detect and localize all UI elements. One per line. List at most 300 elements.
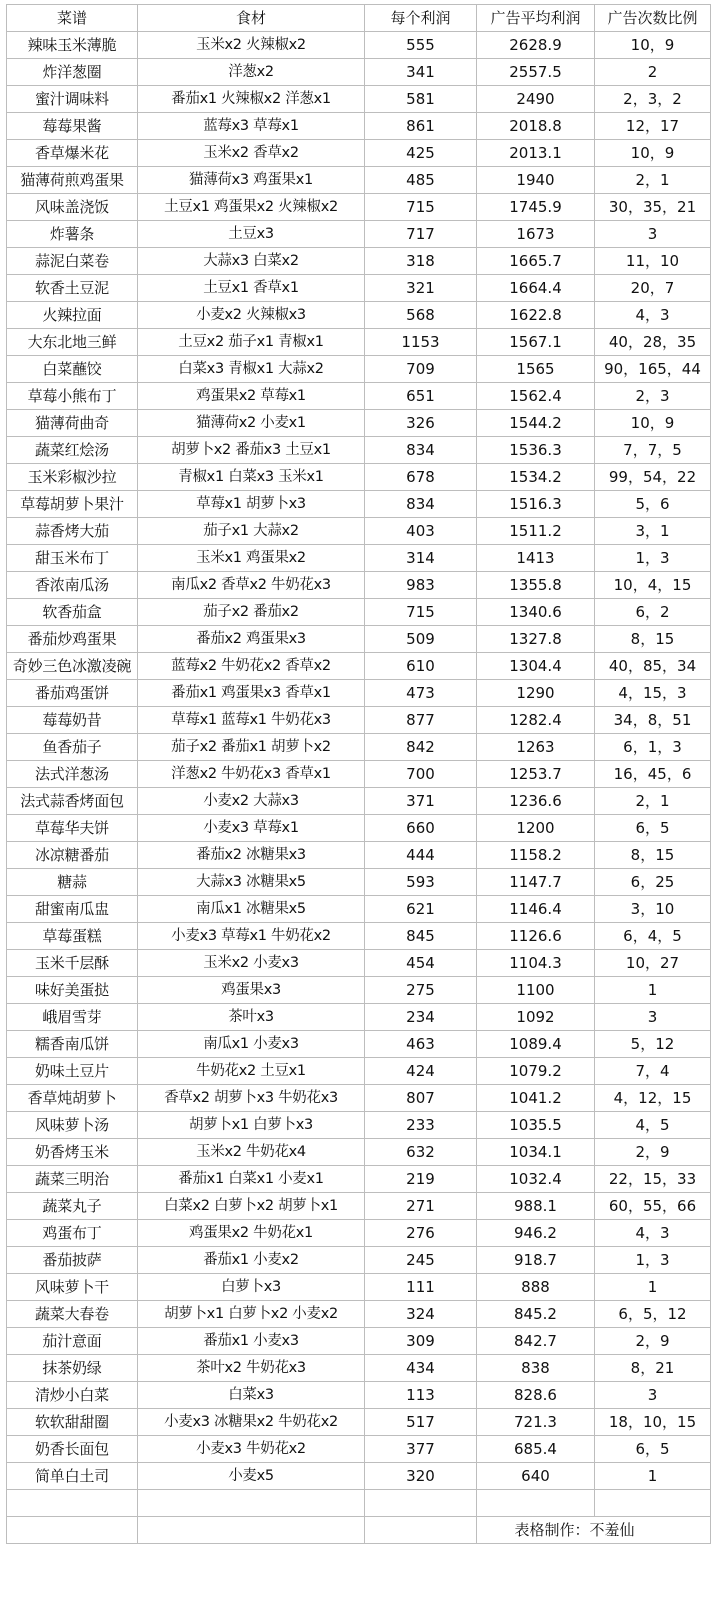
cell-ad-ratio[interactable]: 6，5，12: [595, 1301, 711, 1328]
cell-ad-avg-profit[interactable]: 946.2: [477, 1220, 595, 1247]
cell-ad-ratio[interactable]: 3: [595, 221, 711, 248]
cell-ingredients[interactable]: 番茄x2 冰糖果x3: [138, 842, 365, 869]
table-row: [7, 383, 711, 410]
table-cell[interactable]: [365, 1517, 477, 1544]
cell-recipe[interactable]: 白菜蘸饺: [7, 356, 138, 383]
cell-ad-ratio[interactable]: 1: [595, 1463, 711, 1490]
cell-ingredients[interactable]: 胡萝卜x1 白萝卜x2 小麦x2: [138, 1301, 365, 1328]
cell-ad-ratio[interactable]: 2，1: [595, 788, 711, 815]
cell-ingredients[interactable]: 小麦x3 冰糖果x2 牛奶花x2: [138, 1409, 365, 1436]
cell-recipe[interactable]: 炸薯条: [7, 221, 138, 248]
cell-ad-avg-profit[interactable]: 1092: [477, 1004, 595, 1031]
cell-ad-ratio[interactable]: 4，5: [595, 1112, 711, 1139]
cell-ingredients[interactable]: 鸡蛋果x3: [138, 977, 365, 1004]
cell-ad-avg-profit[interactable]: 1034.1: [477, 1139, 595, 1166]
cell-ingredients[interactable]: 番茄x2 鸡蛋果x3: [138, 626, 365, 653]
cell-profit-each[interactable]: 660: [365, 815, 477, 842]
cell-ad-avg-profit[interactable]: 1622.8: [477, 302, 595, 329]
cell-ad-ratio[interactable]: 3: [595, 1382, 711, 1409]
cell-ingredients[interactable]: 胡萝卜x2 番茄x3 土豆x1: [138, 437, 365, 464]
cell-ingredients[interactable]: 草莓x1 蓝莓x1 牛奶花x3: [138, 707, 365, 734]
cell-ad-ratio[interactable]: 40，85，34: [595, 653, 711, 680]
cell-ad-ratio[interactable]: 10，4，15: [595, 572, 711, 599]
cell-ad-ratio[interactable]: 6，1，3: [595, 734, 711, 761]
cell-recipe[interactable]: 玉米彩椒沙拉: [7, 464, 138, 491]
cell-ad-ratio[interactable]: 90，165，44: [595, 356, 711, 383]
cell-ad-ratio[interactable]: 8，15: [595, 842, 711, 869]
table-row: [7, 572, 711, 599]
cell-recipe[interactable]: 奇妙三色冰激凌碗: [7, 653, 138, 680]
cell-ad-avg-profit[interactable]: 918.7: [477, 1247, 595, 1274]
cell-ad-ratio[interactable]: 10，9: [595, 32, 711, 59]
cell-profit-each[interactable]: 425: [365, 140, 477, 167]
cell-ingredients[interactable]: 香草x2 胡萝卜x3 牛奶花x3: [138, 1085, 365, 1112]
cell-recipe[interactable]: 香草爆米花: [7, 140, 138, 167]
cell-ingredients[interactable]: 番茄x1 白菜x1 小麦x1: [138, 1166, 365, 1193]
cell-ad-ratio[interactable]: 1，3: [595, 1247, 711, 1274]
cell-profit-each[interactable]: 555: [365, 32, 477, 59]
cell-ingredients[interactable]: 白菜x3 青椒x1 大蒜x2: [138, 356, 365, 383]
cell-recipe[interactable]: 鸡蛋布丁: [7, 1220, 138, 1247]
cell-profit-each[interactable]: 371: [365, 788, 477, 815]
cell-ad-avg-profit[interactable]: 2490: [477, 86, 595, 113]
cell-profit-each[interactable]: 324: [365, 1301, 477, 1328]
cell-ingredients[interactable]: 洋葱x2: [138, 59, 365, 86]
cell-recipe[interactable]: 香草炖胡萝卜: [7, 1085, 138, 1112]
cell-ad-avg-profit[interactable]: 1567.1: [477, 329, 595, 356]
cell-profit-each[interactable]: 834: [365, 437, 477, 464]
cell-ad-ratio[interactable]: 5，6: [595, 491, 711, 518]
cell-profit-each[interactable]: 234: [365, 1004, 477, 1031]
cell-profit-each[interactable]: 403: [365, 518, 477, 545]
cell-ad-ratio[interactable]: 4，15，3: [595, 680, 711, 707]
header-profit-each[interactable]: 每个利润: [365, 5, 477, 32]
cell-ad-avg-profit[interactable]: 1745.9: [477, 194, 595, 221]
cell-ingredients[interactable]: 小麦x2 大蒜x3: [138, 788, 365, 815]
cell-profit-each[interactable]: 233: [365, 1112, 477, 1139]
table-row: [7, 464, 711, 491]
cell-recipe[interactable]: 蔬菜红烩汤: [7, 437, 138, 464]
cell-recipe[interactable]: 软香茄盒: [7, 599, 138, 626]
cell-recipe[interactable]: 香浓南瓜汤: [7, 572, 138, 599]
cell-ad-avg-profit[interactable]: 1673: [477, 221, 595, 248]
cell-recipe[interactable]: 法式蒜香烤面包: [7, 788, 138, 815]
cell-ad-avg-profit[interactable]: 1032.4: [477, 1166, 595, 1193]
cell-ad-ratio[interactable]: 6，5: [595, 1436, 711, 1463]
cell-ingredients[interactable]: 茄子x1 大蒜x2: [138, 518, 365, 545]
table-row: [7, 1004, 711, 1031]
cell-ingredients[interactable]: 蓝莓x3 草莓x1: [138, 113, 365, 140]
cell-ad-avg-profit[interactable]: 1158.2: [477, 842, 595, 869]
cell-recipe[interactable]: 炸洋葱圈: [7, 59, 138, 86]
cell-recipe[interactable]: 莓莓果酱: [7, 113, 138, 140]
header-ad-avg-profit[interactable]: 广告平均利润: [477, 5, 595, 32]
cell-recipe[interactable]: 蔬菜大春卷: [7, 1301, 138, 1328]
cell-ad-avg-profit[interactable]: 1100: [477, 977, 595, 1004]
cell-profit-each[interactable]: 717: [365, 221, 477, 248]
cell-recipe[interactable]: 蔬菜三明治: [7, 1166, 138, 1193]
cell-ad-ratio[interactable]: 8，21: [595, 1355, 711, 1382]
cell-ingredients[interactable]: 小麦x2 火辣椒x3: [138, 302, 365, 329]
cell-profit-each[interactable]: 473: [365, 680, 477, 707]
cell-profit-each[interactable]: 568: [365, 302, 477, 329]
cell-profit-each[interactable]: 309: [365, 1328, 477, 1355]
cell-ingredients[interactable]: 玉米x2 火辣椒x2: [138, 32, 365, 59]
cell-recipe[interactable]: 草莓华夫饼: [7, 815, 138, 842]
cell-ad-avg-profit[interactable]: 1282.4: [477, 707, 595, 734]
cell-profit-each[interactable]: 517: [365, 1409, 477, 1436]
cell-recipe[interactable]: 猫薄荷曲奇: [7, 410, 138, 437]
cell-ad-avg-profit[interactable]: 1236.6: [477, 788, 595, 815]
cell-ad-avg-profit[interactable]: 2018.8: [477, 113, 595, 140]
cell-ingredients[interactable]: 蓝莓x2 牛奶花x2 香草x2: [138, 653, 365, 680]
cell-ad-avg-profit[interactable]: 1940: [477, 167, 595, 194]
cell-ad-ratio[interactable]: 6，25: [595, 869, 711, 896]
cell-ad-avg-profit[interactable]: 842.7: [477, 1328, 595, 1355]
cell-profit-each[interactable]: 424: [365, 1058, 477, 1085]
table-cell[interactable]: [138, 1517, 365, 1544]
header-recipe[interactable]: 菜谱: [7, 5, 138, 32]
cell-ingredients[interactable]: 大蒜x3 白菜x2: [138, 248, 365, 275]
cell-ad-ratio[interactable]: 2，3: [595, 383, 711, 410]
cell-ingredients[interactable]: 番茄x1 火辣椒x2 洋葱x1: [138, 86, 365, 113]
cell-ad-avg-profit[interactable]: 685.4: [477, 1436, 595, 1463]
cell-ad-avg-profit[interactable]: 640: [477, 1463, 595, 1490]
cell-ad-ratio[interactable]: 40，28，35: [595, 329, 711, 356]
cell-ad-avg-profit[interactable]: 721.3: [477, 1409, 595, 1436]
cell-ingredients[interactable]: 南瓜x1 冰糖果x5: [138, 896, 365, 923]
cell-profit-each[interactable]: 845: [365, 923, 477, 950]
table-cell[interactable]: [477, 1490, 595, 1517]
cell-profit-each[interactable]: 842: [365, 734, 477, 761]
cell-ad-ratio[interactable]: 12，17: [595, 113, 711, 140]
cell-ingredients[interactable]: 土豆x3: [138, 221, 365, 248]
cell-ad-ratio[interactable]: 60，55，66: [595, 1193, 711, 1220]
cell-profit-each[interactable]: 1153: [365, 329, 477, 356]
cell-ingredients[interactable]: 大蒜x3 冰糖果x5: [138, 869, 365, 896]
cell-ingredients[interactable]: 茶叶x3: [138, 1004, 365, 1031]
cell-recipe[interactable]: 番茄鸡蛋饼: [7, 680, 138, 707]
cell-ingredients[interactable]: 小麦x3 牛奶花x2: [138, 1436, 365, 1463]
cell-ad-avg-profit[interactable]: 1126.6: [477, 923, 595, 950]
cell-ad-ratio[interactable]: 2，9: [595, 1139, 711, 1166]
cell-recipe[interactable]: 软香土豆泥: [7, 275, 138, 302]
cell-profit-each[interactable]: 621: [365, 896, 477, 923]
cell-profit-each[interactable]: 111: [365, 1274, 477, 1301]
cell-profit-each[interactable]: 632: [365, 1139, 477, 1166]
cell-ad-avg-profit[interactable]: 828.6: [477, 1382, 595, 1409]
cell-profit-each[interactable]: 715: [365, 194, 477, 221]
cell-profit-each[interactable]: 834: [365, 491, 477, 518]
cell-ingredients[interactable]: 白萝卜x3: [138, 1274, 365, 1301]
cell-profit-each[interactable]: 245: [365, 1247, 477, 1274]
cell-ad-ratio[interactable]: 4，12，15: [595, 1085, 711, 1112]
cell-ingredients[interactable]: 白菜x3: [138, 1382, 365, 1409]
cell-ad-avg-profit[interactable]: 1544.2: [477, 410, 595, 437]
cell-ad-ratio[interactable]: 6，4，5: [595, 923, 711, 950]
table-cell[interactable]: [7, 1490, 138, 1517]
cell-ad-avg-profit[interactable]: 1665.7: [477, 248, 595, 275]
cell-ad-ratio[interactable]: 10，9: [595, 410, 711, 437]
cell-ad-avg-profit[interactable]: 888: [477, 1274, 595, 1301]
cell-ad-avg-profit[interactable]: 1035.5: [477, 1112, 595, 1139]
cell-recipe[interactable]: 奶香烤玉米: [7, 1139, 138, 1166]
cell-ingredients[interactable]: 胡萝卜x1 白萝卜x3: [138, 1112, 365, 1139]
table-cell[interactable]: [7, 1517, 138, 1544]
cell-ad-avg-profit[interactable]: 1041.2: [477, 1085, 595, 1112]
table-row: [7, 59, 711, 86]
cell-recipe[interactable]: 风味萝卜汤: [7, 1112, 138, 1139]
table-row: [7, 599, 711, 626]
cell-ad-ratio[interactable]: 3，1: [595, 518, 711, 545]
cell-ad-avg-profit[interactable]: 1200: [477, 815, 595, 842]
cell-recipe[interactable]: 糖蒜: [7, 869, 138, 896]
cell-ad-avg-profit[interactable]: 2628.9: [477, 32, 595, 59]
table-row: [7, 1193, 711, 1220]
cell-ad-ratio[interactable]: 99，54，22: [595, 464, 711, 491]
cell-recipe[interactable]: 番茄披萨: [7, 1247, 138, 1274]
table-credit[interactable]: 表格制作：不羞仙: [477, 1517, 711, 1544]
cell-ad-ratio[interactable]: 11，10: [595, 248, 711, 275]
cell-ad-ratio[interactable]: 4，3: [595, 302, 711, 329]
cell-ad-ratio[interactable]: 5，12: [595, 1031, 711, 1058]
cell-profit-each[interactable]: 318: [365, 248, 477, 275]
cell-ad-ratio[interactable]: 2，3，2: [595, 86, 711, 113]
cell-ingredients[interactable]: 南瓜x2 香草x2 牛奶花x3: [138, 572, 365, 599]
cell-profit-each[interactable]: 444: [365, 842, 477, 869]
cell-recipe[interactable]: 峨眉雪芽: [7, 1004, 138, 1031]
cell-ingredients[interactable]: 玉米x1 鸡蛋果x2: [138, 545, 365, 572]
cell-profit-each[interactable]: 700: [365, 761, 477, 788]
table-row: [7, 1112, 711, 1139]
cell-recipe[interactable]: 茄汁意面: [7, 1328, 138, 1355]
cell-recipe[interactable]: 风味萝卜干: [7, 1274, 138, 1301]
cell-ad-ratio[interactable]: 20，7: [595, 275, 711, 302]
cell-ad-ratio[interactable]: 34，8，51: [595, 707, 711, 734]
cell-ad-avg-profit[interactable]: 1562.4: [477, 383, 595, 410]
table-cell[interactable]: [138, 1490, 365, 1517]
cell-profit-each[interactable]: 509: [365, 626, 477, 653]
cell-recipe[interactable]: 味好美蛋挞: [7, 977, 138, 1004]
cell-ingredients[interactable]: 南瓜x1 小麦x3: [138, 1031, 365, 1058]
cell-recipe[interactable]: 草莓胡萝卜果汁: [7, 491, 138, 518]
cell-recipe[interactable]: 甜玉米布丁: [7, 545, 138, 572]
cell-ad-ratio[interactable]: 6，5: [595, 815, 711, 842]
cell-profit-each[interactable]: 341: [365, 59, 477, 86]
cell-ad-ratio[interactable]: 22，15，33: [595, 1166, 711, 1193]
cell-recipe[interactable]: 法式洋葱汤: [7, 761, 138, 788]
cell-ad-avg-profit[interactable]: 1565: [477, 356, 595, 383]
cell-ingredients[interactable]: 茄子x2 番茄x1 胡萝卜x2: [138, 734, 365, 761]
cell-profit-each[interactable]: 320: [365, 1463, 477, 1490]
cell-recipe[interactable]: 简单白土司: [7, 1463, 138, 1490]
cell-ingredients[interactable]: 玉米x2 小麦x3: [138, 950, 365, 977]
cell-recipe[interactable]: 蒜香烤大茄: [7, 518, 138, 545]
cell-ad-ratio[interactable]: 8，15: [595, 626, 711, 653]
cell-ad-ratio[interactable]: 16，45，6: [595, 761, 711, 788]
cell-ad-avg-profit[interactable]: 1079.2: [477, 1058, 595, 1085]
cell-ingredients[interactable]: 小麦x5: [138, 1463, 365, 1490]
cell-profit-each[interactable]: 434: [365, 1355, 477, 1382]
cell-profit-each[interactable]: 454: [365, 950, 477, 977]
cell-ad-avg-profit[interactable]: 2557.5: [477, 59, 595, 86]
cell-ad-ratio[interactable]: 6，2: [595, 599, 711, 626]
cell-profit-each[interactable]: 275: [365, 977, 477, 1004]
cell-ad-ratio[interactable]: 2，1: [595, 167, 711, 194]
cell-profit-each[interactable]: 581: [365, 86, 477, 113]
cell-recipe[interactable]: 奶味土豆片: [7, 1058, 138, 1085]
cell-ad-ratio[interactable]: 7，4: [595, 1058, 711, 1085]
cell-recipe[interactable]: 蒜泥白菜卷: [7, 248, 138, 275]
cell-recipe[interactable]: 抹茶奶绿: [7, 1355, 138, 1382]
table-row: [7, 950, 711, 977]
cell-ingredients[interactable]: 茶叶x2 牛奶花x3: [138, 1355, 365, 1382]
cell-ad-ratio[interactable]: 3，10: [595, 896, 711, 923]
cell-ad-avg-profit[interactable]: 1355.8: [477, 572, 595, 599]
cell-ad-avg-profit[interactable]: 1413: [477, 545, 595, 572]
table-cell[interactable]: [365, 1490, 477, 1517]
cell-recipe[interactable]: 甜蜜南瓜盅: [7, 896, 138, 923]
cell-ingredients[interactable]: 白菜x2 白萝卜x2 胡萝卜x1: [138, 1193, 365, 1220]
cell-ad-avg-profit[interactable]: 838: [477, 1355, 595, 1382]
cell-ad-avg-profit[interactable]: 1290: [477, 680, 595, 707]
cell-recipe[interactable]: 莓莓奶昔: [7, 707, 138, 734]
cell-recipe[interactable]: 番茄炒鸡蛋果: [7, 626, 138, 653]
cell-recipe[interactable]: 清炒小白菜: [7, 1382, 138, 1409]
cell-ad-avg-profit[interactable]: 1327.8: [477, 626, 595, 653]
cell-ad-avg-profit[interactable]: 1147.7: [477, 869, 595, 896]
cell-profit-each[interactable]: 709: [365, 356, 477, 383]
cell-recipe[interactable]: 玉米千层酥: [7, 950, 138, 977]
cell-ad-ratio[interactable]: 4，3: [595, 1220, 711, 1247]
cell-recipe[interactable]: 辣味玉米薄脆: [7, 32, 138, 59]
table-row: [7, 248, 711, 275]
cell-profit-each[interactable]: 377: [365, 1436, 477, 1463]
cell-recipe[interactable]: 猫薄荷煎鸡蛋果: [7, 167, 138, 194]
cell-recipe[interactable]: 糯香南瓜饼: [7, 1031, 138, 1058]
cell-ad-avg-profit[interactable]: 1104.3: [477, 950, 595, 977]
cell-recipe[interactable]: 火辣拉面: [7, 302, 138, 329]
cell-ingredients[interactable]: 小麦x3 草莓x1: [138, 815, 365, 842]
cell-ad-avg-profit[interactable]: 1304.4: [477, 653, 595, 680]
cell-ingredients[interactable]: 土豆x1 香草x1: [138, 275, 365, 302]
cell-ad-avg-profit[interactable]: 1511.2: [477, 518, 595, 545]
header-ingredients[interactable]: 食材: [138, 5, 365, 32]
cell-profit-each[interactable]: 651: [365, 383, 477, 410]
table-row: [7, 923, 711, 950]
cell-ingredients[interactable]: 玉米x2 牛奶花x4: [138, 1139, 365, 1166]
cell-ad-avg-profit[interactable]: 1089.4: [477, 1031, 595, 1058]
table-row: [7, 491, 711, 518]
cell-recipe[interactable]: 草莓小熊布丁: [7, 383, 138, 410]
cell-profit-each[interactable]: 678: [365, 464, 477, 491]
cell-profit-each[interactable]: 463: [365, 1031, 477, 1058]
cell-ad-ratio[interactable]: 7，7，5: [595, 437, 711, 464]
table-row: [7, 1247, 711, 1274]
cell-recipe[interactable]: 奶香长面包: [7, 1436, 138, 1463]
cell-ingredients[interactable]: 洋葱x2 牛奶花x3 香草x1: [138, 761, 365, 788]
cell-ad-ratio[interactable]: 2，9: [595, 1328, 711, 1355]
cell-ad-avg-profit[interactable]: 1146.4: [477, 896, 595, 923]
cell-ad-avg-profit[interactable]: 1516.3: [477, 491, 595, 518]
cell-ad-ratio[interactable]: 1: [595, 977, 711, 1004]
cell-profit-each[interactable]: 113: [365, 1382, 477, 1409]
cell-ingredients[interactable]: 猫薄荷x2 小麦x1: [138, 410, 365, 437]
cell-recipe[interactable]: 冰凉糖番茄: [7, 842, 138, 869]
cell-profit-each[interactable]: 593: [365, 869, 477, 896]
cell-profit-each[interactable]: 861: [365, 113, 477, 140]
cell-profit-each[interactable]: 326: [365, 410, 477, 437]
cell-profit-each[interactable]: 877: [365, 707, 477, 734]
cell-ad-avg-profit[interactable]: 1340.6: [477, 599, 595, 626]
cell-ingredients[interactable]: 鸡蛋果x2 草莓x1: [138, 383, 365, 410]
cell-ingredients[interactable]: 玉米x2 香草x2: [138, 140, 365, 167]
cell-ingredients[interactable]: 番茄x1 小麦x2: [138, 1247, 365, 1274]
header-ad-ratio[interactable]: 广告次数比例: [595, 5, 711, 32]
table-row: [7, 788, 711, 815]
cell-ingredients[interactable]: 鸡蛋果x2 牛奶花x1: [138, 1220, 365, 1247]
cell-profit-each[interactable]: 715: [365, 599, 477, 626]
cell-ingredients[interactable]: 猫薄荷x3 鸡蛋果x1: [138, 167, 365, 194]
cell-ad-ratio[interactable]: 2: [595, 59, 711, 86]
cell-ad-ratio[interactable]: 18，10，15: [595, 1409, 711, 1436]
cell-ad-avg-profit[interactable]: 1536.3: [477, 437, 595, 464]
cell-ingredients[interactable]: 番茄x1 小麦x3: [138, 1328, 365, 1355]
cell-ingredients[interactable]: 小麦x3 草莓x1 牛奶花x2: [138, 923, 365, 950]
cell-ad-avg-profit[interactable]: 988.1: [477, 1193, 595, 1220]
cell-ad-avg-profit[interactable]: 1263: [477, 734, 595, 761]
cell-ingredients[interactable]: 牛奶花x2 土豆x1: [138, 1058, 365, 1085]
cell-profit-each[interactable]: 276: [365, 1220, 477, 1247]
cell-ad-ratio[interactable]: 30，35，21: [595, 194, 711, 221]
cell-ingredients[interactable]: 土豆x1 鸡蛋果x2 火辣椒x2: [138, 194, 365, 221]
cell-ad-avg-profit[interactable]: 1253.7: [477, 761, 595, 788]
table-cell[interactable]: [595, 1490, 711, 1517]
cell-recipe[interactable]: 风味盖浇饭: [7, 194, 138, 221]
cell-ingredients[interactable]: 番茄x1 鸡蛋果x3 香草x1: [138, 680, 365, 707]
cell-recipe[interactable]: 蔬菜丸子: [7, 1193, 138, 1220]
cell-profit-each[interactable]: 610: [365, 653, 477, 680]
cell-recipe[interactable]: 蜜汁调味料: [7, 86, 138, 113]
cell-profit-each[interactable]: 314: [365, 545, 477, 572]
cell-ad-ratio[interactable]: 3: [595, 1004, 711, 1031]
cell-ad-ratio[interactable]: 1: [595, 1274, 711, 1301]
cell-ingredients[interactable]: 草莓x1 胡萝卜x3: [138, 491, 365, 518]
table-row: [7, 977, 711, 1004]
cell-ingredients[interactable]: 青椒x1 白菜x3 玉米x1: [138, 464, 365, 491]
cell-ad-avg-profit[interactable]: 1664.4: [477, 275, 595, 302]
cell-ad-avg-profit[interactable]: 1534.2: [477, 464, 595, 491]
cell-profit-each[interactable]: 271: [365, 1193, 477, 1220]
cell-ad-avg-profit[interactable]: 2013.1: [477, 140, 595, 167]
cell-ad-ratio[interactable]: 10，9: [595, 140, 711, 167]
cell-ad-ratio[interactable]: 10，27: [595, 950, 711, 977]
cell-ad-avg-profit[interactable]: 845.2: [477, 1301, 595, 1328]
cell-recipe[interactable]: 鱼香茄子: [7, 734, 138, 761]
cell-ingredients[interactable]: 茄子x2 番茄x2: [138, 599, 365, 626]
cell-ingredients[interactable]: 土豆x2 茄子x1 青椒x1: [138, 329, 365, 356]
cell-recipe[interactable]: 软软甜甜圈: [7, 1409, 138, 1436]
table-row: [7, 1463, 711, 1490]
cell-recipe[interactable]: 大东北地三鲜: [7, 329, 138, 356]
cell-profit-each[interactable]: 321: [365, 275, 477, 302]
cell-profit-each[interactable]: 219: [365, 1166, 477, 1193]
cell-profit-each[interactable]: 807: [365, 1085, 477, 1112]
cell-profit-each[interactable]: 485: [365, 167, 477, 194]
cell-profit-each[interactable]: 983: [365, 572, 477, 599]
cell-recipe[interactable]: 草莓蛋糕: [7, 923, 138, 950]
cell-ad-ratio[interactable]: 1，3: [595, 545, 711, 572]
